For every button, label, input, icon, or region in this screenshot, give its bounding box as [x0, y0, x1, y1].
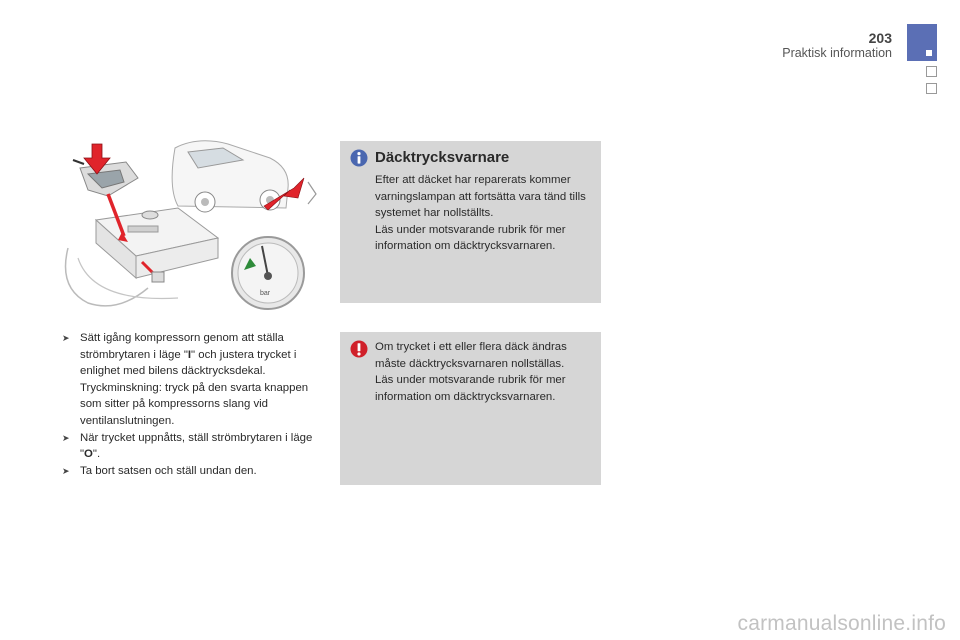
page-number: 203 — [868, 30, 892, 46]
instruction-list — [62, 330, 324, 479]
arrow-bullet-icon: ➤ — [62, 333, 70, 343]
list-item: ➤ Sätt igång kompressorn genom att ställa strömbrytaren i läge "I" och justera trycket i enlighet med bilens däcktrycksdekal. Tryckminskning: tryck på den svarta knappen som sitter på kompressorns slang vid ventilanslutningen. — [62, 332, 309, 427]
list-item: ➤ Ta bort satsen och ställ undan den. — [62, 463, 324, 480]
compressor-illustration — [58, 138, 330, 316]
chapter-box-icon[interactable] — [926, 66, 937, 77]
list-item: ➤ När trycket uppnåtts, ställ strömbrytaren i läge "O". — [62, 431, 313, 461]
watermark: carmanualsonline.info — [737, 612, 946, 635]
section-title: Praktisk information — [782, 46, 892, 60]
warning-box-text: Om trycket i ett eller flera däck ändras måste däcktrycksvarnaren nollställas. Läs under motsvarande rubrik för mer information om däcktrycksvarnaren. — [375, 341, 567, 403]
arrow-bullet-icon: ➤ — [62, 432, 70, 443]
warning-box — [340, 332, 601, 485]
info-box-text: Efter att däcket har reparerats kommer varningslampan att fortsätta vara tänd tills systemet har nollställts. Läs under motsvarande rubrik för mer information om däcktrycksvarnaren. — [375, 174, 586, 253]
chapter-tab[interactable] — [907, 24, 937, 61]
info-box-title: Däcktrycksvarnare — [375, 149, 510, 166]
square-icon — [926, 50, 932, 56]
info-icon — [350, 149, 368, 167]
arrow-bullet-icon: ➤ — [62, 465, 70, 476]
warning-icon — [350, 340, 368, 358]
gauge-unit: bar — [260, 290, 271, 297]
info-box — [340, 141, 601, 303]
chapter-box-icon[interactable] — [926, 83, 937, 94]
